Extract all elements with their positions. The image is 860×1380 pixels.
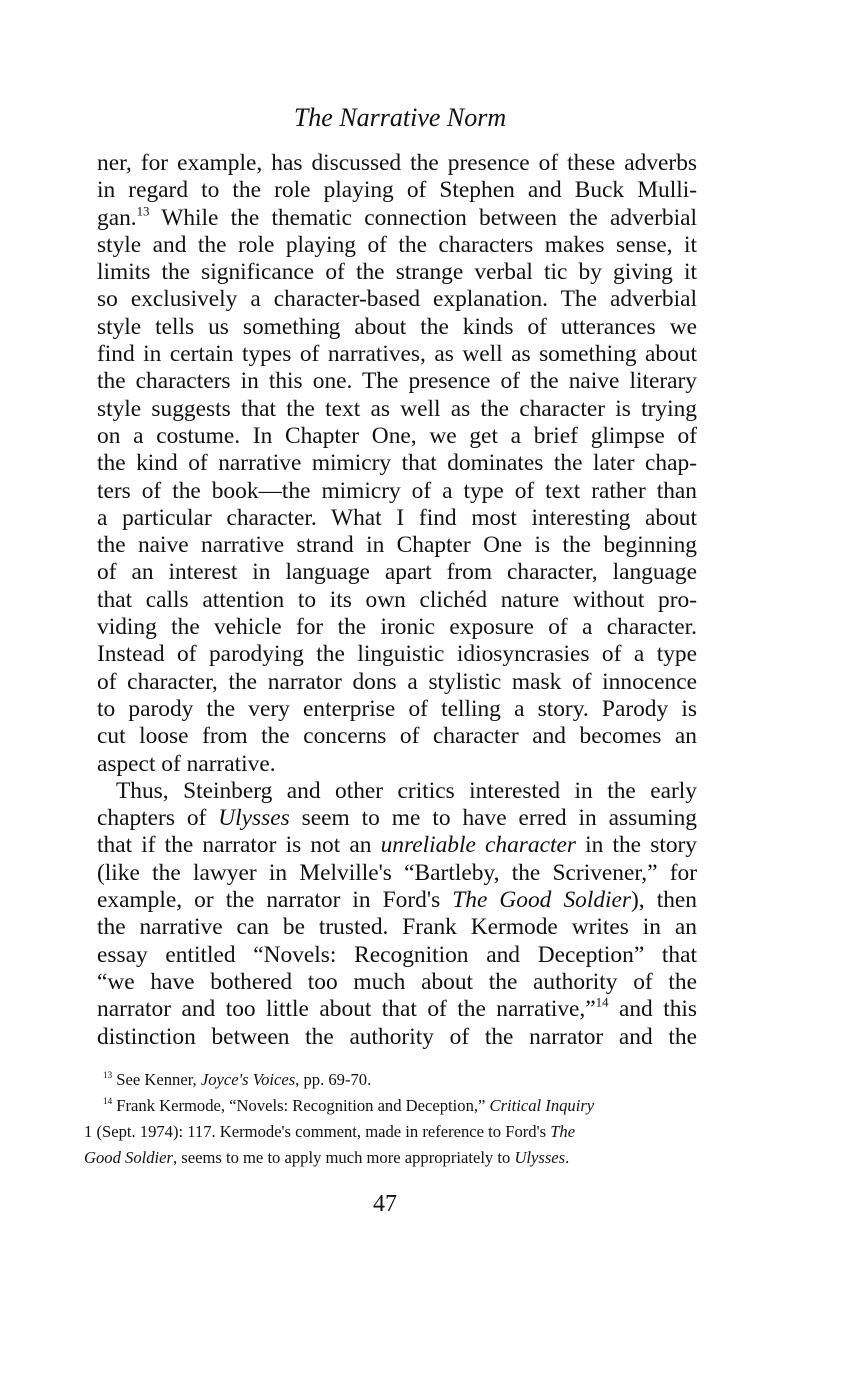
text-line: the naive narrative strand in Chapter One is the beginning bbox=[97, 532, 697, 559]
text-line: narrator and too little about that of the narrative,”$^{14}$ and this bbox=[97, 995, 697, 1023]
footnotes bbox=[84, 1067, 690, 1171]
text-line: ner, for example, has discussed the presence of these adverbs bbox=[97, 150, 697, 176]
text-line: cut loose from the concerns of character and becomes an bbox=[97, 723, 697, 750]
text-line: chapters of Ulysses seem to me to have erred in assuming bbox=[97, 805, 697, 832]
text-line: the narrative can be trusted. Frank Kermode writes in an bbox=[97, 914, 697, 941]
text-line: (like the lawyer in Melville's “Bartleby, the Scrivener,” for bbox=[97, 859, 697, 886]
text-line: viding the vehicle for the ironic exposure of a character. bbox=[97, 614, 697, 641]
text-line: that calls attention to its own clichéd nature without pro- bbox=[97, 586, 697, 613]
text-line: Instead of parodying the linguistic idiosyncrasies of a type bbox=[97, 641, 697, 668]
page-number: 47 bbox=[373, 1191, 397, 1217]
footnote-ref-13: 13 bbox=[136, 203, 150, 218]
text-line: essay entitled “Novels: Recognition and Deception” that bbox=[97, 941, 697, 968]
body-text bbox=[97, 150, 697, 1051]
footnote-13: $^{13}$ See Kenner, Joyce's Voices, pp. 69-70. bbox=[103, 1070, 372, 1089]
text-line: in regard to the role playing of Stephen and Buck Mulli- bbox=[97, 177, 697, 204]
text-line: of character, the narrator dons a stylistic mask of innocence bbox=[97, 668, 697, 695]
text-line: that if the narrator is not an unreliable character in the story bbox=[97, 832, 697, 859]
text-line: “we have bothered too much about the authority of the bbox=[97, 968, 697, 995]
italic-emphasis: unreliable character bbox=[380, 832, 576, 859]
text-line: the characters in this one. The presence of the naive literary bbox=[97, 368, 697, 395]
text-line: style tells us something about the kinds of utterances we bbox=[97, 313, 697, 340]
text-line: aspect of narrative. bbox=[97, 750, 276, 777]
footnote-14: $^{14}$ Frank Kermode, “Novels: Recognition and Deception,” Critical Inquiry bbox=[103, 1096, 595, 1115]
text-line: style and the role playing of the characters makes sense, it bbox=[97, 231, 697, 258]
text-line: on a costume. In Chapter One, we get a brief glimpse of bbox=[97, 422, 697, 449]
footnote-14-cont: Good Soldier, seems to me to apply much more appropriately to Ulysses. bbox=[84, 1148, 570, 1167]
text-line: so exclusively a character-based explanation. The adverbial bbox=[97, 286, 697, 313]
text-line: gan.$^{13}$ While the thematic connection between the adverbial bbox=[97, 203, 697, 231]
running-header: The Narrative Norm bbox=[293, 103, 507, 132]
italic-title: The Good Soldier bbox=[452, 887, 632, 914]
text-line: limits the significance of the strange verbal tic by giving it bbox=[97, 259, 697, 286]
text-line: find in certain types of narratives, as well as something about bbox=[97, 341, 697, 368]
text-line: the kind of narrative mimicry that dominates the later chap- bbox=[97, 450, 697, 477]
text-line: to parody the very enterprise of telling a story. Parody is bbox=[97, 695, 697, 722]
footnote-14-cont: 1 (Sept. 1974): 117. Kermode's comment, made in reference to Ford's The bbox=[84, 1122, 576, 1141]
text-line: of an interest in language apart from character, language bbox=[97, 559, 697, 586]
footnote-ref-14: 14 bbox=[595, 995, 609, 1010]
text-line: style suggests that the text as well as the character is trying bbox=[97, 395, 697, 422]
text-line: Thus, Steinberg and other critics interested in the early bbox=[116, 777, 697, 804]
text-line: example, or the narrator in Ford's The Good Soldier), then bbox=[97, 887, 697, 914]
text-line: a particular character. What I find most interesting about bbox=[97, 504, 697, 531]
text-line: distinction between the authority of the narrator and the bbox=[97, 1023, 697, 1050]
text-line: ters of the book—the mimicry of a type of text rather than bbox=[97, 477, 697, 504]
italic-title: Ulysses bbox=[218, 805, 290, 832]
